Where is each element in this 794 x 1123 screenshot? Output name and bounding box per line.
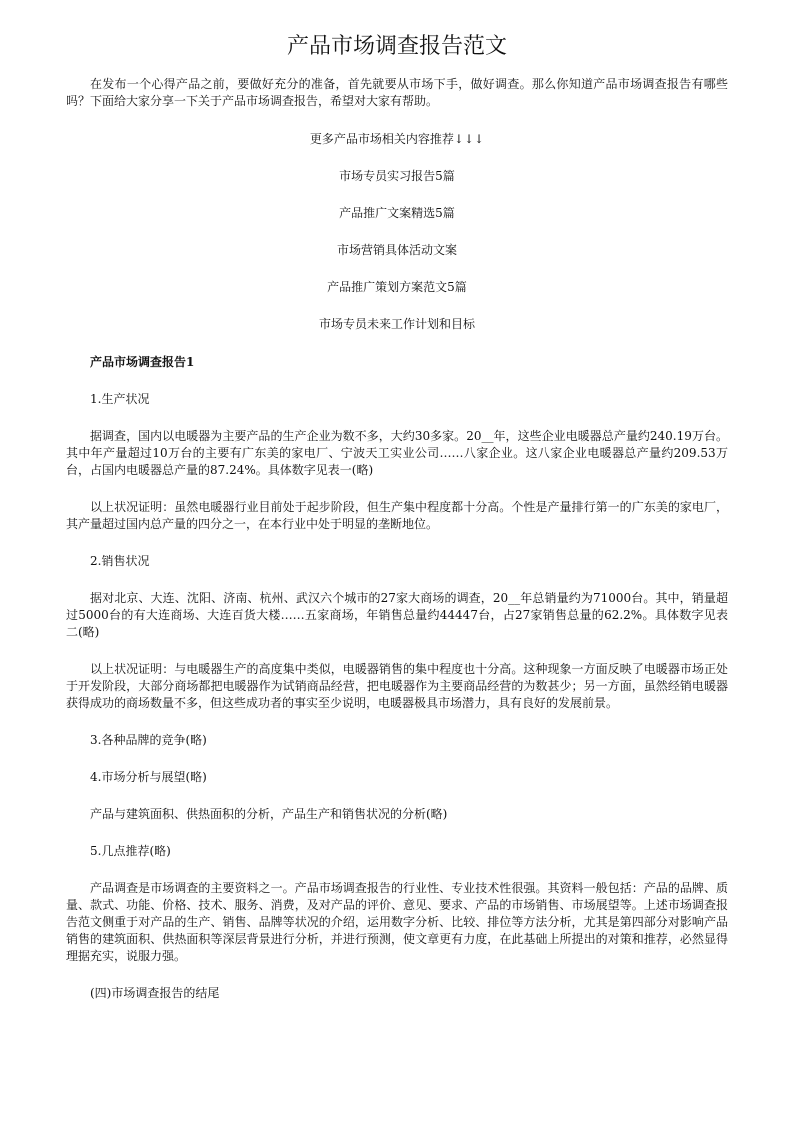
body-paragraph: 产品与建筑面积、供热面积的分析，产品生产和销售状况的分析(略)	[90, 807, 448, 821]
related-link[interactable]: 市场营销具体活动文案	[336, 243, 457, 257]
body-paragraph: 据调查，国内以电暖器为主要产品的生产企业为数不多，大约30多家。20__年，这些企业电暖器总产量约240.19万台。其中年产量超过10万台的主要有广东美的家电厂、宁波天工实业公司……八家企业。这八家企业电暖器总产量约209.53万台，占国内电暖器总产量的87.24%。具体数字见表一(略)	[66, 429, 728, 477]
section-title: 4.市场分析与展望(略)	[90, 770, 207, 784]
page-title: 产品市场调查报告范文	[286, 34, 507, 59]
section-title: 3.各种品牌的竞争(略)	[90, 733, 207, 747]
section-title: 2.销售状况	[90, 554, 150, 568]
conclusion-heading: (四)市场调查报告的结尾	[90, 986, 220, 1000]
related-link[interactable]: 市场专员未来工作计划和目标	[318, 317, 475, 331]
body-paragraph: 产品调查是市场调查的主要资料之一。产品市场调查报告的行业性、专业技术性很强。其资料一般包括：产品的品牌、质量、款式、功能、价格、技术、服务、消费，及对产品的评价、意见、要求、产品的市场销售、市场展望等。上述市场调查报告范文侧重于对产品的生产、销售、品牌等状况的介绍，运用数字分析、比较、排位等方法分析，尤其是第四部分对影响产品销售的建筑面积、供热面积等深层背景进行分析，并进行预测，使文章更有力度，在此基础上所提出的对策和推荐，必然显得理据充实，说服力强。	[66, 881, 728, 963]
more-recommendations-label: 更多产品市场相关内容推荐↓↓↓	[309, 132, 485, 146]
report-heading: 产品市场调查报告1	[90, 355, 195, 369]
related-link[interactable]: 产品推广文案精选5篇	[339, 206, 455, 220]
section-title: 1.生产状况	[90, 392, 150, 406]
related-link[interactable]: 产品推广策划方案范文5篇	[327, 280, 467, 294]
body-paragraph: 据对北京、大连、沈阳、济南、杭州、武汉六个城市的27家大商场的调查，20__年总销量约为71000台。其中，销量超过5000台的有大连商场、大连百货大楼……五家商场，年销售总量约44447台，占27家销售总量的62.2%。具体数字见表二(略)	[66, 591, 728, 639]
document-page	[66, 30, 728, 1002]
section-title: 5.几点推荐(略)	[90, 844, 171, 858]
body-paragraph: 以上状况证明：与电暖器生产的高度集中类似，电暖器销售的集中程度也十分高。这种现象一方面反映了电暖器市场正处于开发阶段，大部分商场都把电暖器作为试销商品经营，把电暖器作为主要商品经营的为数甚少；另一方面，虽然经销电暖器获得成功的商场数量不多，但这些成功者的事实至少说明，电暖器极具市场潜力，具有良好的发展前景。	[66, 662, 728, 710]
related-link[interactable]: 市场专员实习报告5篇	[339, 169, 455, 183]
body-paragraph: 以上状况证明：虽然电暖器行业目前处于起步阶段，但生产集中程度都十分高。个性是产量排行第一的广东美的家电厂，其产量超过国内总产量的四分之一，在本行业中处于明显的垄断地位。	[66, 500, 728, 531]
intro-paragraph: 在发布一个心得产品之前，要做好充分的准备，首先就要从市场下手，做好调查。那么你知道产品市场调查报告有哪些吗？下面给大家分享一下关于产品市场调查报告，希望对大家有帮助。	[66, 77, 728, 108]
